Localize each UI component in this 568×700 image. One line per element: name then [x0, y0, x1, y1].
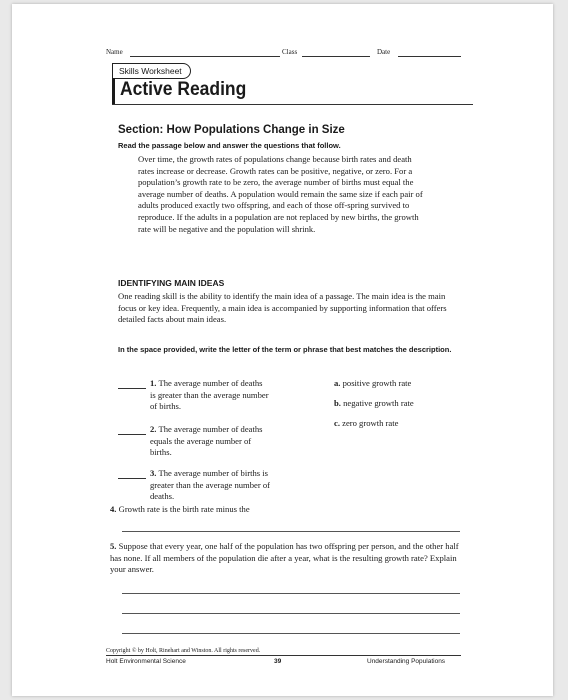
answer-blank-3[interactable] — [118, 478, 146, 479]
footer-page-number: 39 — [274, 658, 282, 665]
question-5 — [110, 541, 460, 576]
question-text: The average number of deaths is greater than the average number of births. — [150, 378, 269, 411]
question-1 — [150, 378, 270, 413]
class-blank — [302, 56, 370, 57]
main-ideas-text: One reading skill is the ability to identify the main idea of a passage. The main idea is the main focus or key idea. Frequently, a main idea is accompanied by supporting information that offers detailed facts about main ideas. — [118, 291, 447, 325]
title-rule — [112, 104, 473, 105]
question-text: Suppose that every year, one half of the population has two offspring per person, and the other half has none. If all members of the population die after a year, what is the resulting growth rate? Explain your answer. — [110, 541, 459, 574]
answer-line-5c[interactable] — [122, 633, 460, 634]
answer-line-5a[interactable] — [122, 593, 460, 594]
main-ideas-heading: IDENTIFYING MAIN IDEAS — [118, 278, 225, 288]
question-text: Growth rate is the birth rate minus the — [118, 504, 250, 514]
footer-chapter: Understanding Populations — [367, 658, 446, 665]
option-c: c. zero growth rate — [334, 418, 399, 428]
question-4 — [110, 504, 430, 516]
name-blank — [130, 56, 280, 57]
copyright-notice: Copyright © by Holt, Rinehart and Winston. All rights reserved. — [106, 648, 261, 654]
name-label: Name — [106, 48, 123, 56]
question-number: 4. — [110, 504, 117, 514]
footer-book-title: Holt Environmental Science — [106, 658, 186, 665]
worksheet-type-badge: Skills Worksheet — [112, 63, 191, 79]
title-accent-bar — [112, 78, 115, 104]
question-number: 5. — [110, 541, 117, 551]
option-a: a. positive growth rate — [334, 378, 412, 388]
date-label: Date — [377, 48, 391, 56]
question-number: 1. — [150, 378, 157, 388]
question-text: The average number of deaths equals the average number of births. — [150, 424, 263, 457]
question-number: 2. — [150, 424, 157, 434]
question-text: The average number of births is greater than the average number of deaths. — [150, 468, 271, 501]
worksheet-page — [12, 4, 553, 696]
date-blank — [398, 56, 461, 57]
question-2 — [150, 424, 270, 459]
class-label: Class — [282, 48, 298, 56]
answer-line-5b[interactable] — [122, 613, 460, 614]
matching-instruction: In the space provided, write the letter of the term or phrase that best matches the description. — [118, 345, 452, 354]
answer-line-4[interactable] — [122, 531, 460, 532]
footer-rule — [106, 655, 461, 656]
page-title: Active Reading — [120, 79, 247, 100]
question-number: 3. — [150, 468, 157, 478]
question-3 — [150, 468, 270, 503]
section-title: Section: How Populations Change in Size — [118, 124, 345, 136]
answer-blank-1[interactable] — [118, 388, 146, 389]
passage-instruction: Read the passage below and answer the questions that follow. — [118, 141, 341, 150]
reading-passage: Over time, the growth rates of populations change because birth rates and death rates increase or decrease. Growth rates can be positive, negative, or zero. For a population’s growth rate to be zero, the average number of births must equal the average number of deaths. A population would remain the same size if each pair of adults produced exactly two offspring, and each of those off-spring survived to reproduce. If the adults in a population are not replaced by new births, the growth rate will be negative and the population will shrink. — [138, 154, 423, 234]
answer-blank-2[interactable] — [118, 434, 146, 435]
option-b: b. negative growth rate — [334, 398, 414, 408]
